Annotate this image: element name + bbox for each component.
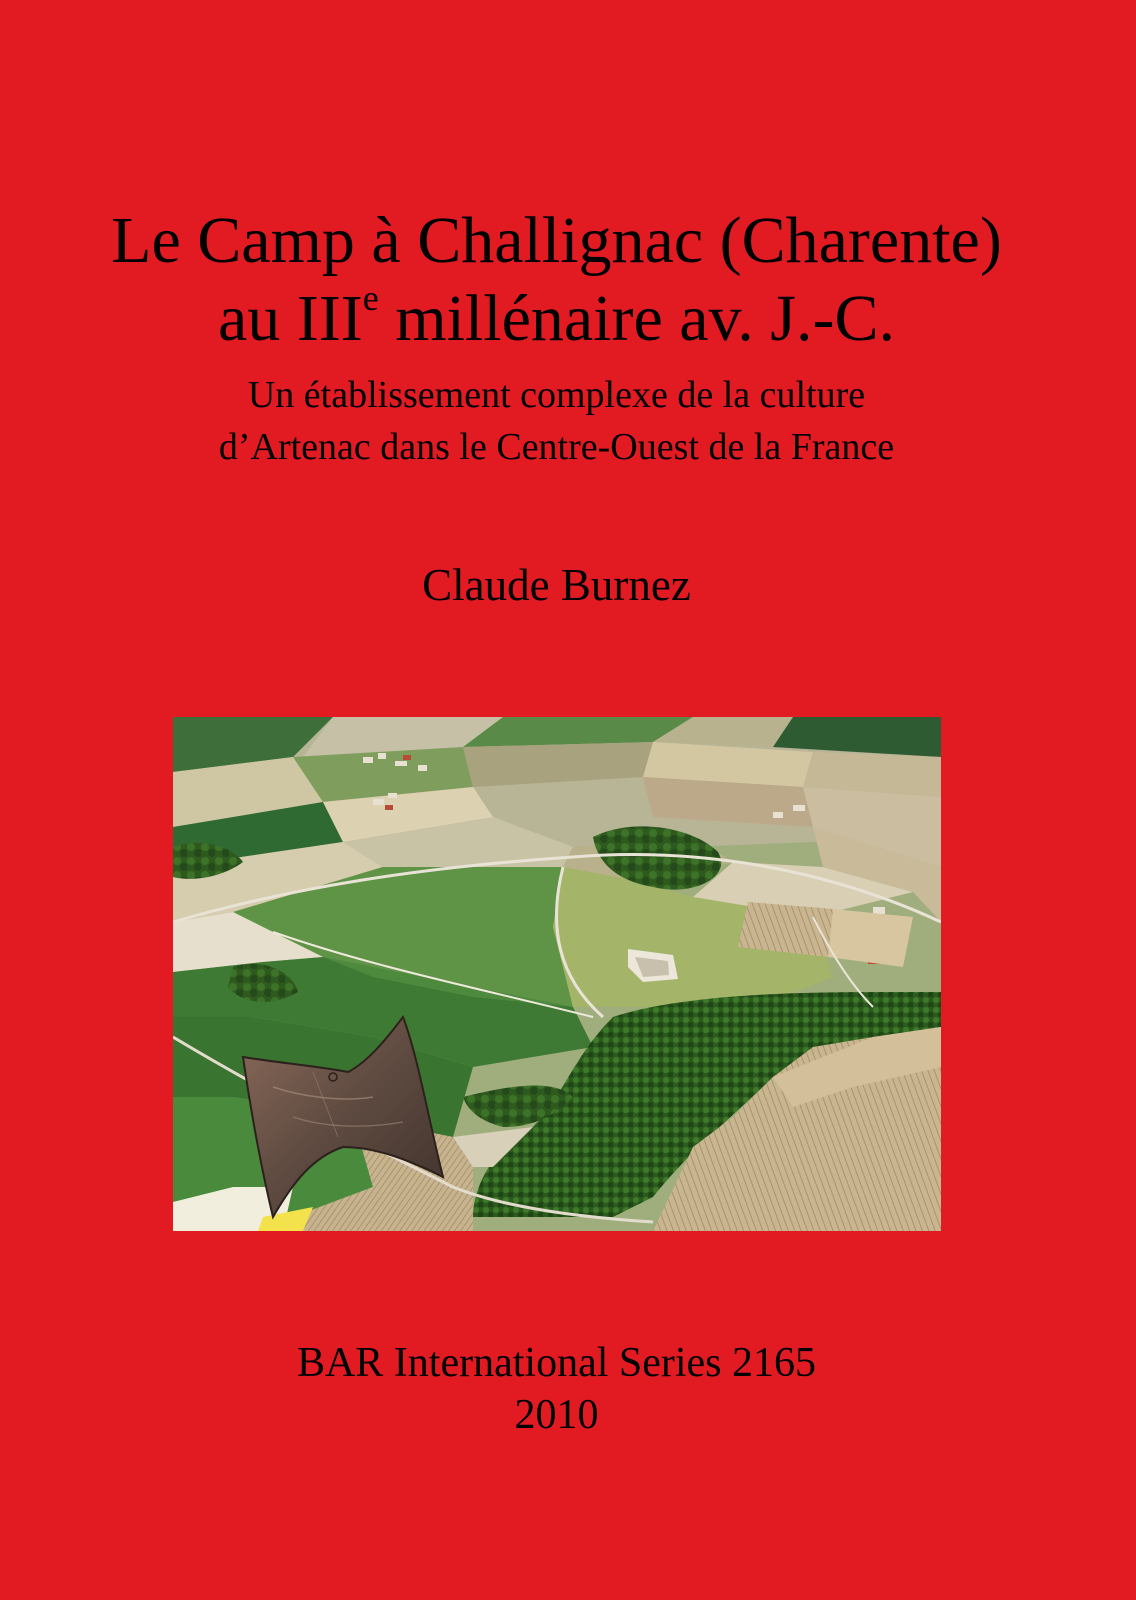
aerial-photo bbox=[173, 717, 941, 1231]
subtitle-line-2: d’Artenac dans le Centre-Ouest de la France bbox=[218, 426, 895, 468]
series-name: BAR International Series 2165 bbox=[296, 1340, 817, 1386]
publication-year: 2010 bbox=[514, 1392, 599, 1438]
title-line-2 bbox=[0, 280, 1113, 358]
author-name: Claude Burnez bbox=[422, 560, 691, 610]
subtitle-line-1: Un établissement complexe de la culture bbox=[247, 374, 866, 416]
title-line-2-suffix: millénaire av. J.-C. bbox=[378, 282, 895, 355]
title-line-1: Le Camp à Challignac (Charente) bbox=[111, 204, 1002, 277]
title-superscript: e bbox=[362, 278, 379, 318]
title-line-2-prefix: au III bbox=[218, 282, 363, 355]
